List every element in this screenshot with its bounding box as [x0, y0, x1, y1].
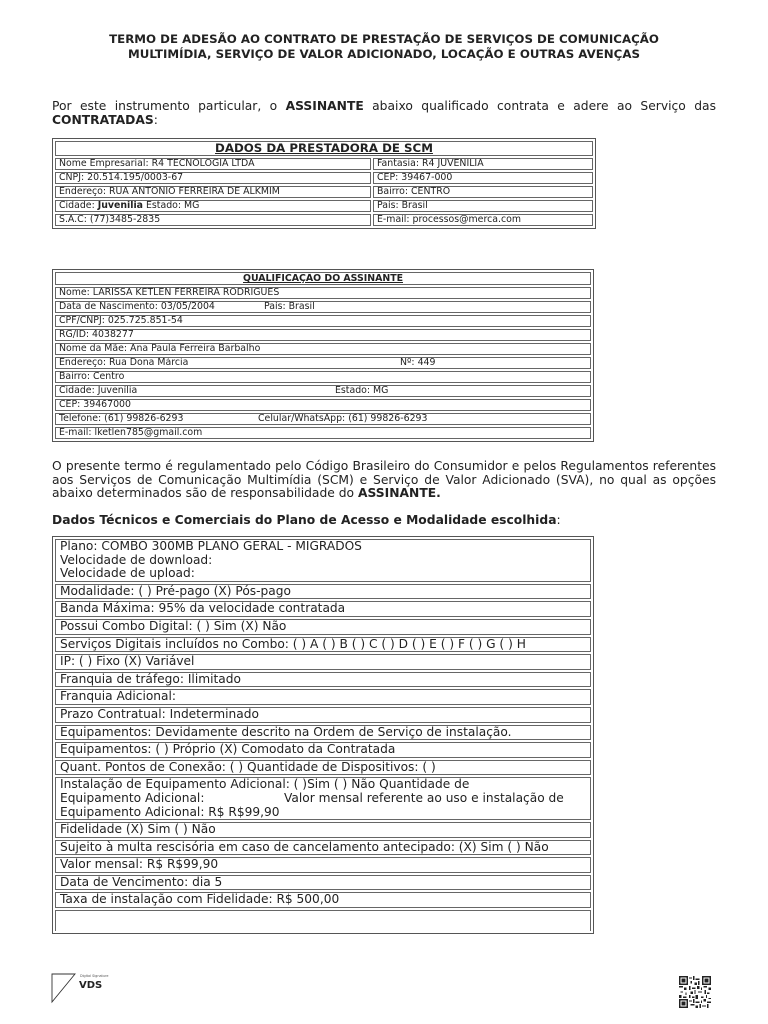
prestadora-cep: CEP: 39467-000: [373, 172, 593, 184]
plan-servicos: Serviços Digitais incluídos no Combo: ( ) A ( ) B ( ) C ( ) D ( ) E ( ) F ( ) G ( ) H: [55, 637, 591, 653]
assinante-rg: RG/ID: 4038277: [55, 329, 591, 341]
vds-logo-mark: [52, 974, 75, 1002]
vds-logo-caption: Digital Signature: [80, 974, 109, 978]
regulation-text: O presente termo é regulamentado pelo Código Brasileiro do Consumidor e pelos Regulamentos referentes aos Serviços de Comunicação Multimídia (SCM) e Serviço de Valor Adicionado (SVA), no qual as opções abaixo determinados são de responsabilidade do: [52, 459, 716, 500]
prestadora-sac: S.A.C: (77)3485-2835: [55, 214, 371, 226]
assinante-nascimento-row: [55, 301, 591, 313]
intro-paragraph: [52, 99, 716, 127]
prestadora-heading: DADOS DA PRESTADORA DE SCM: [55, 141, 593, 156]
intro-colon: :: [153, 113, 158, 127]
prestadora-email: E-mail: processos@merca.com: [373, 214, 593, 226]
plan-instalacao-valor-label: Valor mensal referente ao uso e instalação de: [284, 790, 564, 805]
regulation-assinante: ASSINANTE.: [357, 486, 441, 500]
qr-code: [679, 976, 711, 1008]
plan-upload: Velocidade de upload:: [60, 566, 195, 581]
prestadora-endereco: Endereço: RUA ANTONIO FERREIRA DE ALKMIM: [55, 186, 371, 198]
assinante-cidade: Cidade: Juvenília: [59, 385, 138, 396]
plan-valor: Valor mensal: R$ R$99,90: [55, 857, 591, 873]
intro-assinante: ASSINANTE: [285, 99, 364, 113]
assinante-pais: País: Brasil: [264, 301, 315, 312]
plan-fidelidade: Fidelidade (X) Sim ( ) Não: [55, 822, 591, 838]
plan-instalacao-cell: [55, 777, 591, 820]
plan-download: Velocidade de download:: [60, 552, 213, 567]
title-line-1: TERMO DE ADESÃO AO CONTRATO DE PRESTAÇÃO DE SERVIÇOS DE COMUNICAÇÃO: [109, 32, 659, 46]
regulation-paragraph: [52, 460, 716, 501]
assinante-numero: Nº: 449: [400, 357, 436, 368]
assinante-cidade-row: [55, 385, 591, 397]
plan-banda: Banda Máxima: 95% da velocidade contratada: [55, 601, 591, 617]
intro-text-2: abaixo qualificado contrata e adere ao Serviço das: [363, 99, 716, 113]
plan-modalidade: Modalidade: ( ) Pré-pago (X) Pós-pago: [55, 584, 591, 600]
plan-franquia: Franquia de tráfego: Ilimitado: [55, 672, 591, 688]
assinante-nascimento: Data de Nascimento: 03/05/2004: [59, 301, 215, 312]
plan-ip: IP: ( ) Fixo (X) Variável: [55, 654, 591, 670]
vds-logo: [51, 971, 111, 1007]
assinante-telefone-row: [55, 413, 591, 425]
plan-equipamentos-1: Equipamentos: Devidamente descrito na Ordem de Serviço de instalação.: [55, 725, 591, 741]
plan-multa: Sujeito à multa rescisória em caso de cancelamento antecipado: (X) Sim ( ) Não: [55, 840, 591, 856]
plan-instalacao-line-2: [60, 792, 586, 806]
plan-heading: [52, 513, 561, 527]
plan-instalacao-line-1: Instalação de Equipamento Adicional: ( )Sim ( ) Não Quantidade de: [60, 777, 470, 792]
prestadora-fantasia: Fantasia: R4 JUVENILIA: [373, 158, 593, 170]
plan-taxa: Taxa de instalação com Fidelidade: R$ 500,00: [55, 892, 591, 908]
plan-heading-text: Dados Técnicos e Comerciais do Plano de Acesso e Modalidade escolhida: [52, 513, 557, 527]
prestadora-pais: País: Brasil: [373, 200, 593, 212]
assinante-email: E-mail: lketlen785@gmail.com: [55, 427, 591, 439]
assinante-estado: Estado: MG: [335, 385, 389, 396]
intro-contratadas: CONTRATADAS: [52, 113, 154, 127]
plan-blank-row: [55, 910, 591, 931]
prestadora-bairro: Bairro: CENTRO: [373, 186, 593, 198]
vds-logo-text: VDS: [79, 980, 103, 991]
plan-plano: Plano: COMBO 300MB PLANO GERAL - MIGRADOS: [60, 539, 362, 553]
assinante-mae: Nome da Mãe: Ana Paula Ferreira Barbalho: [55, 343, 591, 355]
plan-table: [52, 536, 594, 934]
prestadora-cidade: [55, 200, 371, 212]
intro-text: Por este instrumento particular, o: [52, 99, 286, 113]
assinante-telefone: Telefone: (61) 99826-6293: [59, 413, 184, 424]
plan-vencimento: Data de Vencimento: dia 5: [55, 875, 591, 891]
cidade-value: Juvenilia: [97, 200, 143, 211]
prestadora-table: [52, 138, 596, 229]
assinante-cep: CEP: 39467000: [55, 399, 591, 411]
assinante-celular: Celular/WhatsApp: (61) 99826-6293: [258, 413, 428, 424]
plan-equipamentos-2: Equipamentos: ( ) Próprio (X) Comodato da Contratada: [55, 742, 591, 758]
assinante-bairro: Bairro: Centro: [55, 371, 591, 383]
prestadora-empresa: Nome Empresarial: R4 TECNOLOGIA LTDA: [55, 158, 371, 170]
plan-pontos: Quant. Pontos de Conexão: ( ) Quantidade de Dispositivos: ( ): [55, 760, 591, 776]
plan-prazo: Prazo Contratual: Indeterminado: [55, 707, 591, 723]
estado-value: Estado: MG: [143, 200, 200, 211]
assinante-endereco-row: [55, 357, 591, 369]
plan-plano-cell: [55, 539, 591, 582]
assinante-cpf: CPF/CNPJ: 025.725.851-54: [55, 315, 591, 327]
assinante-heading: QUALIFICAÇÃO DO ASSINANTE: [55, 272, 591, 285]
cidade-label: Cidade:: [59, 200, 98, 211]
title-line-2: MULTIMÍDIA, SERVIÇO DE VALOR ADICIONADO, LOCAÇÃO E OUTRAS AVENÇAS: [128, 47, 640, 61]
prestadora-cnpj: CNPJ: 20.514.195/0003-67: [55, 172, 371, 184]
document-title: [60, 32, 708, 62]
plan-heading-colon: :: [556, 513, 561, 527]
plan-combo: Possui Combo Digital: ( ) Sim (X) Não: [55, 619, 591, 635]
plan-instalacao-line-3: Equipamento Adicional: R$ R$99,90: [60, 804, 280, 819]
plan-franquia-adicional: Franquia Adicional:: [55, 689, 591, 705]
plan-instalacao-label: Equipamento Adicional:: [60, 790, 205, 805]
assinante-nome: Nome: LARISSA KETLEN FERREIRA RODRIGUES: [55, 287, 591, 299]
assinante-endereco: Endereço: Rua Dona Márcia: [59, 357, 189, 368]
assinante-table: [52, 269, 594, 442]
